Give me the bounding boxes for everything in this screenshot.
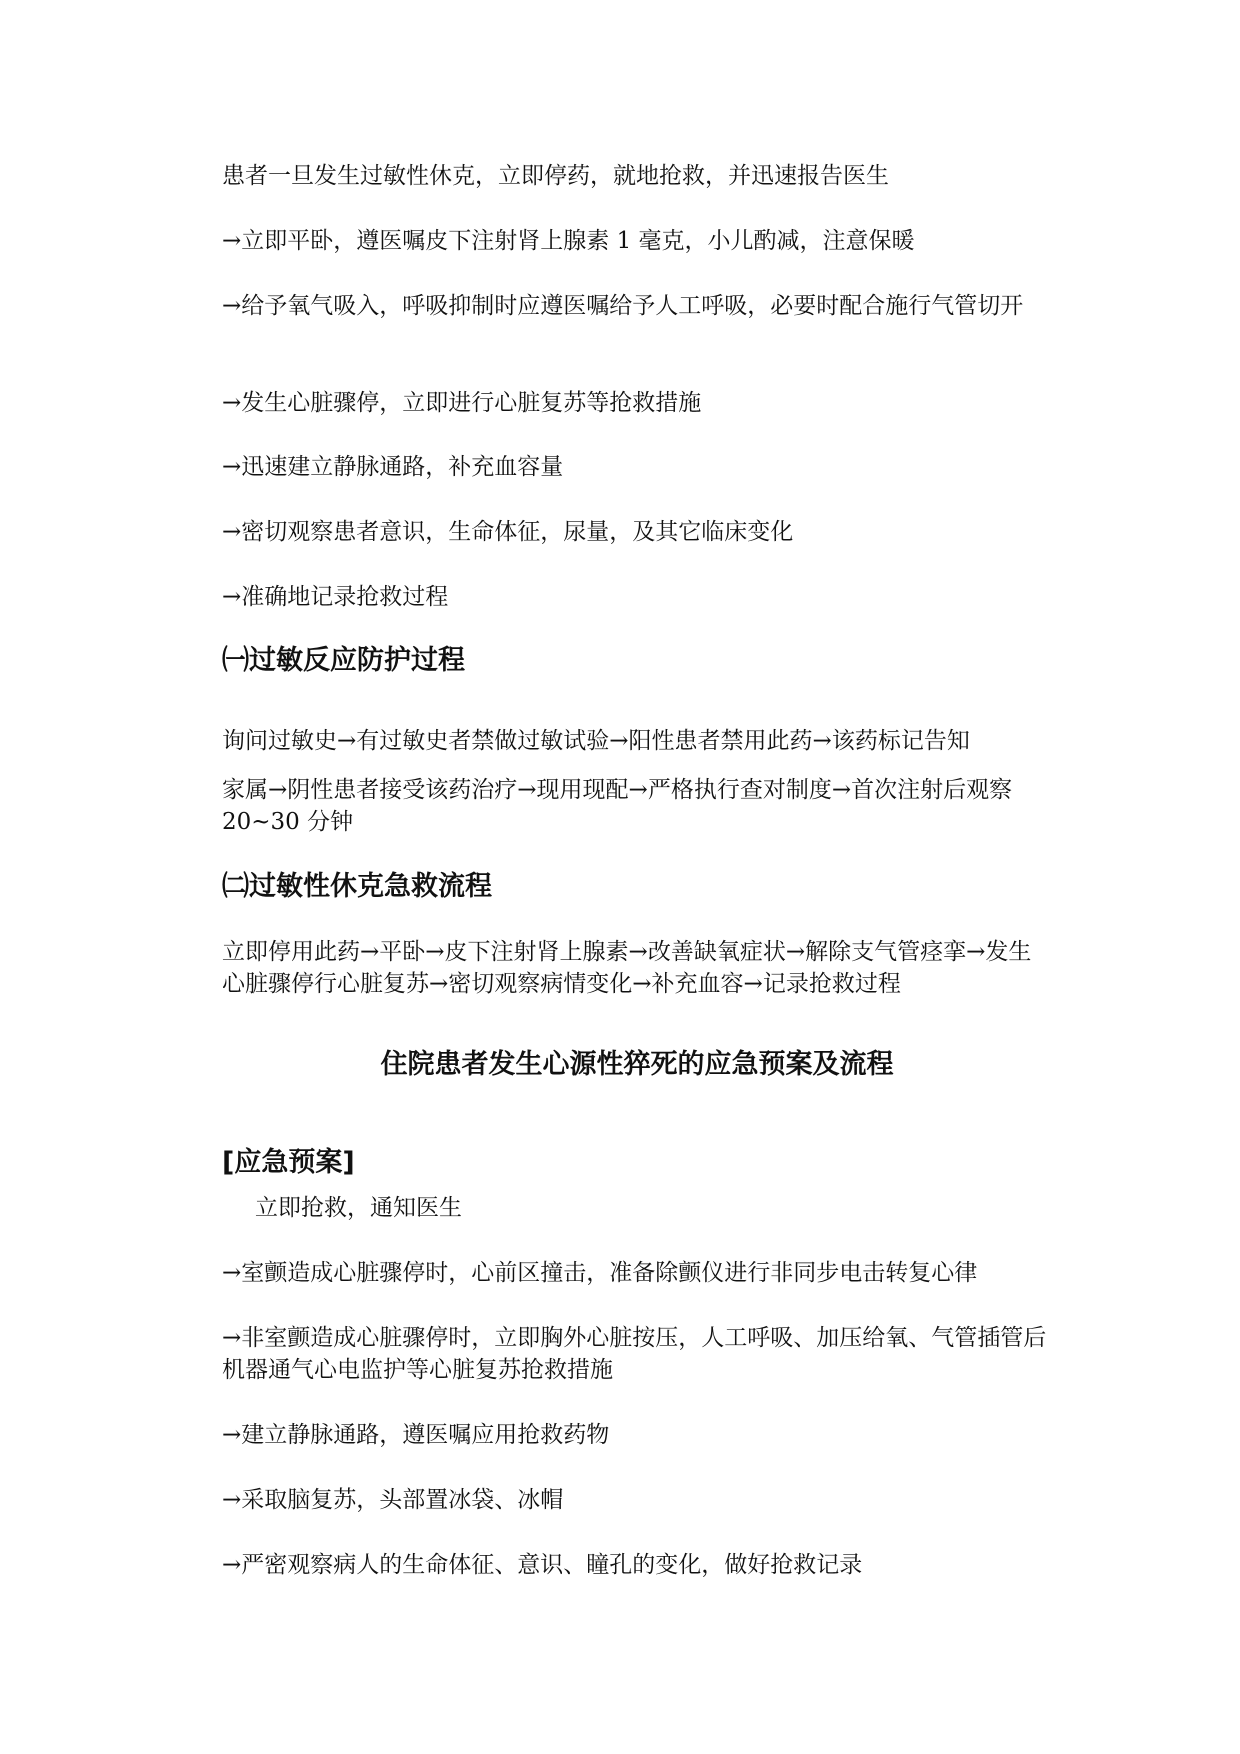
cardiac-step-1: 立即抢救，通知医生 [255,1195,462,1221]
emergency-plan-subheading: [应急预案] [222,1147,355,1178]
shock-step-5: →迅速建立静脉通路，补充血容量 [222,454,564,480]
shock-step-2: →立即平卧，遵医嘱皮下注射肾上腺素 1 毫克，小儿酌减，注意保暖 [222,228,915,254]
shock-step-7: →准确地记录抢救过程 [222,584,449,610]
shock-step-1: 患者一旦发生过敏性休克，立即停药，就地抢救，并迅速报告医生 [222,163,889,189]
shock-emergency-flow: 立即停用此药→平卧→皮下注射肾上腺素→改善缺氧症状→解除支气管痉挛→发生心脏骤停行心脏复苏→密切观察病情变化→补充血容→记录抢救过程 [222,939,1032,997]
shock-step-3: →给予氧气吸入，呼吸抑制时应遵医嘱给予人工呼吸，必要时配合施行气管切开 [222,293,1024,319]
cardiac-step-3: →非室颤造成心脏骤停时，立即胸外心脏按压，人工呼吸、加压给氧、气管插管后机器通气心电监护等心脏复苏抢救措施 [222,1325,1047,1383]
shock-emergency-heading: ㈡过敏性休克急救流程 [222,871,492,902]
cardiac-step-6: →严密观察病人的生命体征、意识、瞳孔的变化，做好抢救记录 [222,1552,863,1578]
allergy-prevention-line-2: 家属→阴性患者接受该药治疗→现用现配→严格执行查对制度→首次注射后观察 20~30 分钟 [222,777,1013,835]
page-title: 住院患者发生心源性猝死的应急预案及流程 [380,1049,894,1080]
cardiac-step-5: →采取脑复苏，头部置冰袋、冰帽 [222,1487,564,1513]
shock-step-4: →发生心脏骤停，立即进行心脏复苏等抢救措施 [222,390,702,416]
allergy-prevention-heading: ㈠过敏反应防护过程 [222,645,465,676]
allergy-prevention-line-1: 询问过敏史→有过敏史者禁做过敏试验→阳性患者禁用此药→该药标记告知 [222,728,970,754]
shock-step-6: →密切观察患者意识，生命体征，尿量，及其它临床变化 [222,519,794,545]
cardiac-step-4: →建立静脉通路，遵医嘱应用抢救药物 [222,1422,610,1448]
cardiac-step-2: →室颤造成心脏骤停时，心前区撞击，准备除颤仪进行非同步电击转复心律 [222,1260,978,1286]
